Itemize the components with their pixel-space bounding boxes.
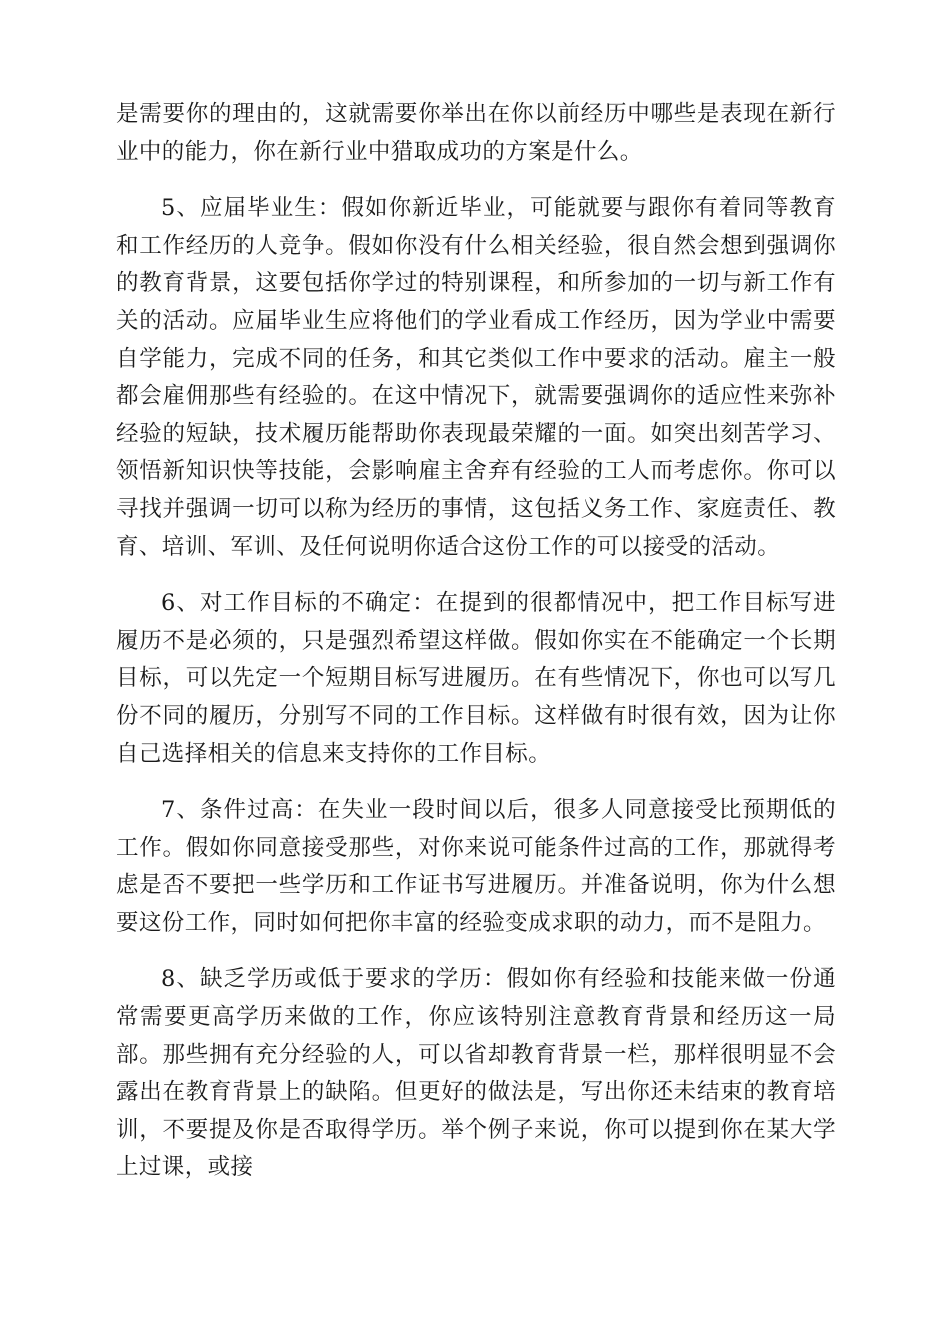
paragraph-overqualified: 7、条件过高：在失业一段时间以后，很多人同意接受比预期低的工作。假如你同意接受那些，对你来说可能条件过高的工作，那就得考虑是否不要把一些学历和工作证书写进履历。并准备说明，你为什么想要这份工作，同时如何把你丰富的经验变成求职的动力，而不是阻力。 xyxy=(116,797,836,936)
paragraph-uncertain-goals: 6、对工作目标的不确定：在提到的很都情况中，把工作目标写进履历不是必须的，只是强烈希望这样做。假如你实在不能确定一个长期目标，可以先定一个短期目标写进履历。在有些情况下，你也可以写几份不同的履历，分别写不同的工作目标。这样做有时很有效，因为让你自己选择相关的信息来支持你的工作目标。 xyxy=(116,590,836,767)
paragraph-fresh-graduates: 5、应届毕业生：假如你新近毕业，可能就要与跟你有着同等教育和工作经历的人竞争。假如你没有什么相关经验，很自然会想到强调你的教育背景，这要包括你学过的特别课程，和所参加的一切与新工作有关的活动。应届毕业生应将他们的学业看成工作经历，因为学业中需要自学能力，完成不同的任务，和其它类似工作中要求的活动。雇主一般都会雇佣那些有经验的。在这中情况下，就需要强调你的适应性来弥补经验的短缺，技术履历能帮助你表现最荣耀的一面。如突出刻苦学习、领悟新知识快等技能，会影响雇主舍弃有经验的工人而考虑你。你可以寻找并强调一切可以称为经历的事情，这包括义务工作、家庭责任、教育、培训、军训、及任何说明你适合这份工作的可以接受的活动。 xyxy=(116,195,836,560)
paragraph-lack-of-education: 8、缺乏学历或低于要求的学历：假如你有经验和技能来做一份通常需要更高学历来做的工作，你应该特别注意教育背景和经历这一局部。那些拥有充分经验的人，可以省却教育背景一栏，那样很明显不会露出在教育背景上的缺陷。但更好的做法是，写出你还未结束的教育培训，不要提及你是否取得学历。举个例子来说，你可以提到你在某大学上过课，或接 xyxy=(116,966,836,1181)
document-body xyxy=(116,96,836,1206)
paragraph-continuation: 是需要你的理由的，这就需要你举出在你以前经历中哪些是表现在新行业中的能力，你在新行业中猎取成功的方案是什么。 xyxy=(116,101,836,165)
